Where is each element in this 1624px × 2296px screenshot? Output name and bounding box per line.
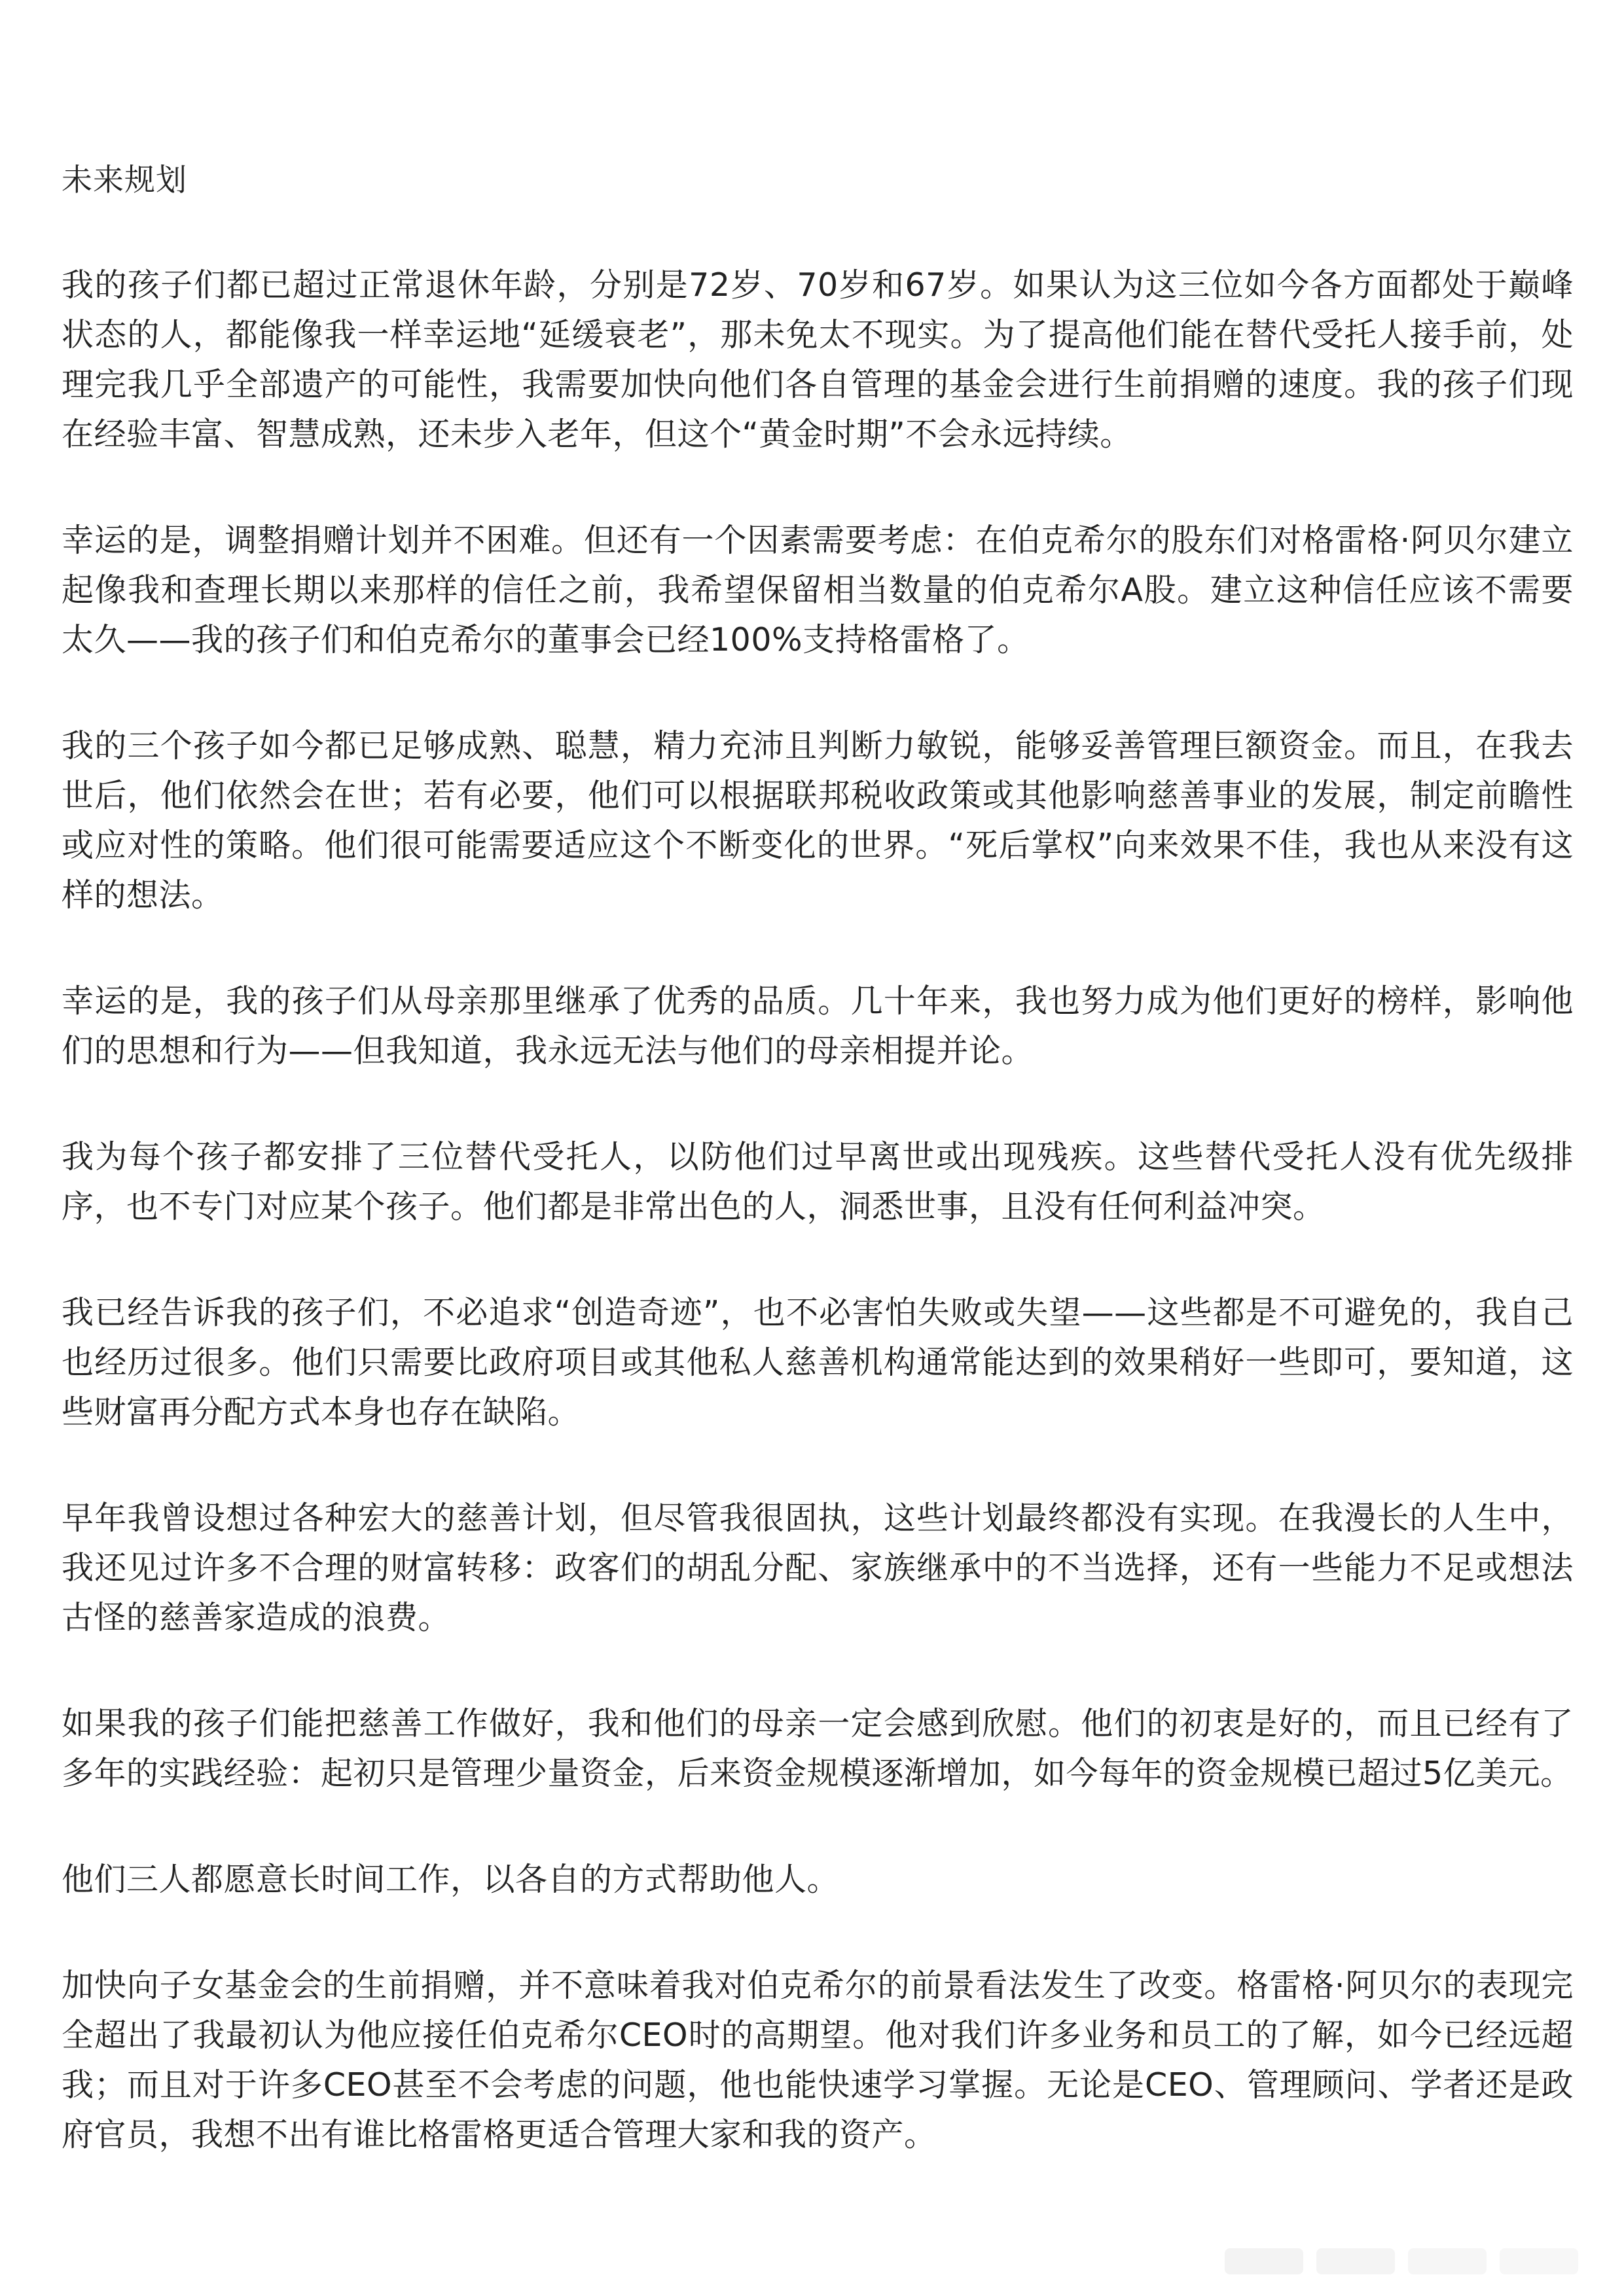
paragraph: 我为每个孩子都安排了三位替代受托人，以防他们过早离世或出现残疾。这些替代受托人没有优先级排序，也不专门对应某个孩子。他们都是非常出色的人，洞悉世事，且没有任何利益冲突。 [62, 1138, 1574, 1225]
paragraph: 幸运的是，我的孩子们从母亲那里继承了优秀的品质。几十年来，我也努力成为他们更好的榜样，影响他们的思想和行为——但我知道，我永远无法与他们的母亲相提并论。 [62, 982, 1574, 1069]
paragraph: 加快向子女基金会的生前捐赠，并不意味着我对伯克希尔的前景看法发生了改变。格雷格·阿贝尔的表现完全超出了我最初认为他应接任伯克希尔CEO时的高期望。他对我们许多业务和员工的了解，如今已经远超我；而且对于许多CEO甚至不会考虑的问题，他也能快速学习掌握。无论是CEO、管理顾问、学者还是政府官员，我想不出有谁比格雷格更适合管理大家和我的资产。 [62, 1967, 1574, 2153]
paragraph: 我已经告诉我的孩子们，不必追求“创造奇迹”，也不必害怕失败或失望——这些都是不可避免的，我自己也经历过很多。他们只需要比政府项目或其他私人慈善机构通常能达到的效果稍好一些即可，要知道，这些财富再分配方式本身也存在缺陷。 [62, 1294, 1574, 1431]
paragraph: 幸运的是，调整捐赠计划并不困难。但还有一个因素需要考虑：在伯克希尔的股东们对格雷格·阿贝尔建立起像我和查理长期以来那样的信任之前，我希望保留相当数量的伯克希尔A股。建立这种信任应该不需要太久——我的孩子们和伯克希尔的董事会已经100%支持格雷格了。 [62, 522, 1574, 658]
paragraph: 如果我的孩子们能把慈善工作做好，我和他们的母亲一定会感到欣慰。他们的初衷是好的，而且已经有了多年的实践经验：起初只是管理少量资金，后来资金规模逐渐增加，如今每年的资金规模已超过5亿美元。 [62, 1705, 1574, 1792]
paragraph: 我的三个孩子如今都已足够成熟、聪慧，精力充沛且判断力敏锐，能够妥善管理巨额资金。而且，在我去世后，他们依然会在世；若有必要，他们可以根据联邦税收政策或其他影响慈善事业的发展，制定前瞻性或应对性的策略。他们很可能需要适应这个不断变化的世界。“死后掌权”向来效果不佳，我也从来没有这样的想法。 [62, 727, 1574, 914]
watermark-graphic [1218, 2238, 1585, 2284]
paragraph: 他们三人都愿意长时间工作，以各自的方式帮助他人。 [62, 1861, 840, 1898]
document-page [62, 157, 1574, 2216]
paragraph: 我的孩子们都已超过正常退休年龄，分别是72岁、70岁和67岁。如果认为这三位如今各方面都处于巅峰状态的人，都能像我一样幸运地“延缓衰老”，那未免太不现实。为了提高他们能在替代受托人接手前，处理完我几乎全部遗产的可能性，我需要加快向他们各自管理的基金会进行生前捐赠的速度。我的孩子们现在经验丰富、智慧成熟，还未步入老年，但这个“黄金时期”不会永远持续。 [62, 266, 1574, 453]
paragraph: 早年我曾设想过各种宏大的慈善计划，但尽管我很固执，这些计划最终都没有实现。在我漫长的人生中，我还见过许多不合理的财富转移：政客们的胡乱分配、家族继承中的不当选择，还有一些能力不足或想法古怪的慈善家造成的浪费。 [62, 1499, 1574, 1636]
document-title: 未来规划 [62, 162, 187, 198]
